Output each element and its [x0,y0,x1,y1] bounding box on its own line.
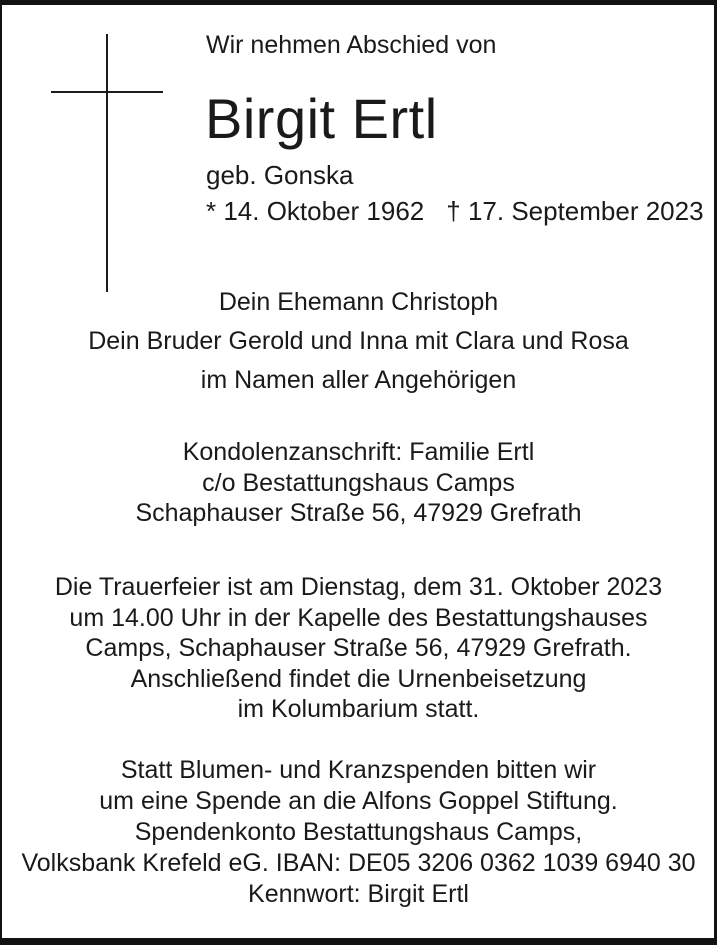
donation-block [0,755,717,910]
farewell-intro-text: Wir nehmen Abschied von [206,31,497,59]
donation-line: Volksbank Krefeld eG. IBAN: DE05 3206 0362 1039 6940 30 [21,849,696,877]
donation-line: Spendenkonto Bestattungshaus Camps, [134,818,583,846]
service-line: im Kolumbarium statt. [237,695,480,723]
service-line: Camps, Schaphauser Straße 56, 47929 Grefrath. [85,634,632,662]
death-date: † 17. September 2023 [446,196,704,226]
donation-line: Statt Blumen- und Kranzspenden bitten wir [120,756,597,784]
family-line: Dein Bruder Gerold und Inna mit Clara und Rosa [88,327,629,355]
service-line: um 14.00 Uhr in der Kapelle des Bestattungshauses [69,603,648,632]
life-dates-line [206,196,704,227]
service-block [0,572,717,725]
donation-line: Kennwort: Birgit Ertl [248,880,469,908]
page-border-top [0,0,717,5]
cross-icon-horizontal-bar [51,91,163,93]
maiden-name-text: geb. Gonska [206,160,354,190]
service-line: Anschließend findet die Urnenbeisetzung [130,664,587,693]
condolence-line: Kondolenzanschrift: Familie Ertl [182,438,535,466]
family-line: im Namen aller Angehörigen [200,366,517,394]
condolence-block [0,437,717,529]
donation-line: um eine Spende an die Alfons Goppel Stiftung. [99,787,618,815]
condolence-line: c/o Bestattungshaus Camps [202,468,515,497]
condolence-line: Schaphauser Straße 56, 47929 Grefrath [135,499,582,527]
family-block [0,283,717,400]
cross-icon-vertical-bar [106,34,108,292]
birth-date: * 14. Oktober 1962 [206,196,425,226]
family-line: Dein Ehemann Christoph [218,288,499,316]
page-border-bottom [0,938,717,945]
service-line: Die Trauerfeier ist am Dienstag, dem 31. Oktober 2023 [54,573,663,601]
deceased-name: Birgit Ertl [205,87,438,150]
